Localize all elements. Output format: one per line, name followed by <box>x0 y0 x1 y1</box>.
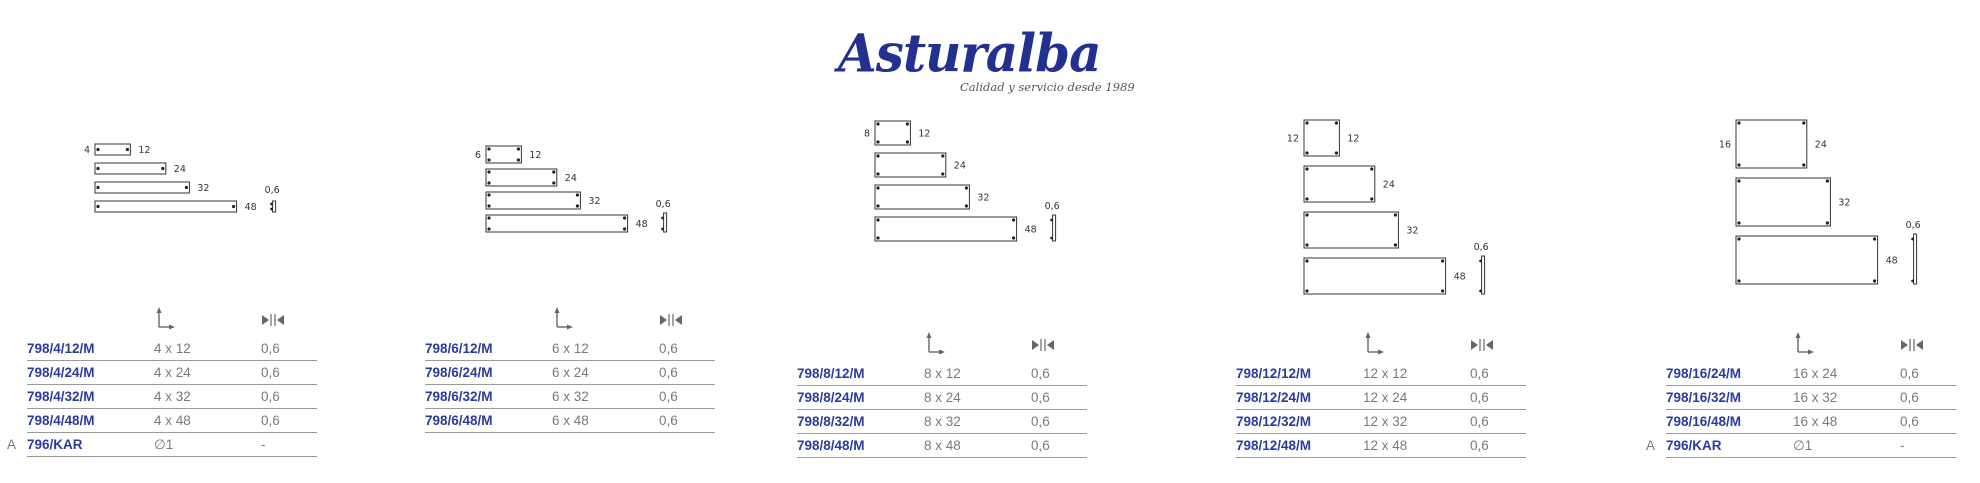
product-thickness: 0,6 <box>261 389 280 404</box>
table-header <box>425 305 715 337</box>
product-code[interactable]: 796/KAR <box>1666 438 1722 453</box>
product-thickness: 0,6 <box>1031 414 1050 429</box>
mounting-hole <box>576 193 579 196</box>
mounting-hole <box>487 204 490 207</box>
product-thickness: 0,6 <box>1031 438 1050 453</box>
mounting-hole <box>1335 151 1338 154</box>
product-thickness: - <box>261 437 266 452</box>
table-row <box>27 361 317 385</box>
plate-32 <box>486 192 580 209</box>
mounting-hole <box>552 181 555 184</box>
xy-axis-icon <box>151 305 177 331</box>
product-code[interactable]: 798/6/12/M <box>425 341 493 356</box>
table-row <box>1236 362 1526 386</box>
mounting-hole <box>876 122 879 125</box>
product-code[interactable]: 798/4/48/M <box>27 413 95 428</box>
plate-width-label: 32 <box>1406 225 1419 237</box>
mounting-hole <box>1012 236 1015 239</box>
mounting-hole <box>906 140 909 143</box>
plate-width-label: 32 <box>197 183 210 194</box>
brand-logo <box>838 22 1148 102</box>
mounting-hole <box>623 216 626 219</box>
mounting-hole <box>906 122 909 125</box>
product-code[interactable]: 798/8/12/M <box>797 366 865 381</box>
product-size: 12 x 32 <box>1363 414 1408 429</box>
mounting-hole <box>876 204 879 207</box>
thickness-label: 0,6 <box>1044 201 1060 212</box>
xy-axis-icon <box>1360 330 1386 356</box>
plate-24 <box>1304 166 1375 202</box>
product-size: 16 x 48 <box>1793 414 1838 429</box>
product-thickness: 0,6 <box>261 413 280 428</box>
mounting-hole <box>1305 289 1308 292</box>
plate-width-label: 24 <box>953 160 966 172</box>
table-row <box>425 337 715 361</box>
mounting-hole <box>1394 213 1397 216</box>
mounting-hole <box>1305 213 1308 216</box>
table-row <box>797 386 1087 410</box>
xy-axis-icon <box>921 330 947 356</box>
plate-48 <box>875 217 1017 241</box>
mounting-hole <box>1012 218 1015 221</box>
plate-height-label: 6 <box>474 150 481 161</box>
mounting-hole <box>487 181 490 184</box>
thickness-side-view <box>1482 256 1485 294</box>
plate-width-label: 24 <box>564 173 577 184</box>
mounting-hole <box>1335 121 1338 124</box>
mounting-hole <box>487 170 490 173</box>
mounting-hole <box>876 140 879 143</box>
product-size: 8 x 12 <box>924 366 961 381</box>
product-code[interactable]: 798/16/24/M <box>1666 366 1742 381</box>
product-size: 12 x 24 <box>1363 390 1408 405</box>
product-code[interactable]: 798/4/12/M <box>27 341 95 356</box>
mounting-hole <box>1737 163 1740 166</box>
table-row <box>27 385 317 409</box>
mounting-hole <box>1737 237 1740 240</box>
product-code[interactable]: 798/16/48/M <box>1666 414 1742 429</box>
product-size: 4 x 32 <box>154 389 191 404</box>
product-code[interactable]: 798/6/48/M <box>425 413 493 428</box>
plate-32 <box>1304 212 1398 248</box>
product-code[interactable]: 796/KAR <box>27 437 83 452</box>
product-thickness: 0,6 <box>261 341 280 356</box>
table-row <box>425 361 715 385</box>
brand-name: Asturalba <box>838 22 1101 84</box>
table-header <box>1666 330 1956 362</box>
mounting-hole <box>96 205 99 208</box>
mounting-hole <box>1826 179 1829 182</box>
table-header <box>1236 330 1526 362</box>
plate-24 <box>875 153 946 177</box>
product-code[interactable]: 798/6/24/M <box>425 365 493 380</box>
mounting-hole <box>876 186 879 189</box>
product-size: 12 x 48 <box>1363 438 1408 453</box>
product-thickness: 0,6 <box>1900 414 1919 429</box>
mounting-hole <box>941 172 944 175</box>
plate-48 <box>486 215 628 232</box>
product-thickness: 0,6 <box>659 389 678 404</box>
mounting-hole <box>1305 151 1308 154</box>
table-row <box>797 410 1087 434</box>
xy-axis-icon <box>1790 330 1816 356</box>
thickness-label: 0,6 <box>655 199 671 210</box>
plate-12 <box>95 144 130 155</box>
product-code[interactable]: 798/8/24/M <box>797 390 865 405</box>
mounting-hole <box>1873 237 1876 240</box>
plate-width-label: 32 <box>977 192 990 204</box>
mounting-hole <box>487 158 490 161</box>
mounting-hole <box>876 172 879 175</box>
plate-width-label: 48 <box>244 202 257 213</box>
mounting-hole <box>876 218 879 221</box>
plate-width-label: 48 <box>635 219 648 230</box>
mounting-hole <box>623 227 626 230</box>
thickness-icon <box>1900 338 1924 352</box>
product-code[interactable]: 798/12/12/M <box>1236 366 1312 381</box>
product-table-group-16 <box>1646 330 1956 458</box>
xy-axis-icon <box>549 305 575 331</box>
table-row <box>1666 410 1956 434</box>
product-code[interactable]: 798/12/48/M <box>1236 438 1312 453</box>
plate-height-label: 8 <box>863 128 870 140</box>
plate-32 <box>95 182 189 193</box>
mounting-hole <box>1737 221 1740 224</box>
product-thickness: 0,6 <box>1470 414 1489 429</box>
mounting-hole <box>965 186 968 189</box>
plate-48 <box>1736 236 1878 284</box>
thickness-side-view <box>1914 234 1917 284</box>
plate-width-label: 32 <box>1838 197 1851 209</box>
mounting-hole <box>1305 197 1308 200</box>
mounting-hole <box>1441 289 1444 292</box>
product-thickness: 0,6 <box>261 365 280 380</box>
product-thickness: 0,6 <box>1470 390 1489 405</box>
product-size: 4 x 48 <box>154 413 191 428</box>
plate-48 <box>95 201 237 212</box>
mounting-hole <box>1305 167 1308 170</box>
product-size: 6 x 24 <box>552 365 589 380</box>
mounting-hole <box>876 154 879 157</box>
mounting-hole <box>96 186 99 189</box>
plate-24 <box>95 163 166 174</box>
mounting-hole <box>965 204 968 207</box>
product-thickness: 0,6 <box>1031 390 1050 405</box>
mounting-hole <box>576 204 579 207</box>
thickness-icon <box>659 313 683 327</box>
mounting-hole <box>96 148 99 151</box>
mounting-hole <box>1370 167 1373 170</box>
thickness-icon <box>261 313 285 327</box>
table-row <box>1236 410 1526 434</box>
table-row <box>797 362 1087 386</box>
plate-height-label: 4 <box>83 145 90 156</box>
plate-12 <box>486 146 521 163</box>
mounting-hole <box>487 193 490 196</box>
plate-width-label: 48 <box>1024 224 1037 236</box>
thickness-label: 0,6 <box>1473 242 1489 253</box>
product-size: 6 x 12 <box>552 341 589 356</box>
mounting-hole <box>1873 279 1876 282</box>
plate-diagram-group-4 <box>75 140 295 230</box>
plate-diagram-group-8 <box>855 117 1085 247</box>
plate-24 <box>486 169 557 186</box>
product-code[interactable]: 798/16/32/M <box>1666 390 1742 405</box>
plate-width-label: 24 <box>173 164 186 175</box>
plate-24 <box>1736 120 1807 168</box>
mounting-hole <box>517 158 520 161</box>
thickness-side-view <box>1053 215 1056 241</box>
product-thickness: - <box>1900 438 1905 453</box>
plate-height-label: 12 <box>1286 133 1299 145</box>
product-thickness: 0,6 <box>1031 366 1050 381</box>
mounting-hole <box>232 205 235 208</box>
plate-48 <box>1304 258 1446 294</box>
plate-width-label: 48 <box>1885 255 1898 267</box>
product-size: 16 x 24 <box>1793 366 1838 381</box>
table-row <box>1666 362 1956 386</box>
plate-width-label: 12 <box>1347 133 1360 145</box>
mounting-hole <box>1737 179 1740 182</box>
product-size: 8 x 24 <box>924 390 961 405</box>
brand-tagline: Calidad y servicio desde 1989 <box>960 80 1135 94</box>
mounting-hole <box>96 167 99 170</box>
mounting-hole <box>126 148 129 151</box>
plate-diagram-group-12 <box>1284 116 1514 306</box>
table-row <box>425 385 715 409</box>
mounting-hole <box>487 227 490 230</box>
mounting-hole <box>1441 259 1444 262</box>
product-code[interactable]: 798/12/32/M <box>1236 414 1312 429</box>
product-code[interactable]: 798/4/24/M <box>27 365 95 380</box>
product-code[interactable]: 798/4/32/M <box>27 389 95 404</box>
product-thickness: 0,6 <box>659 341 678 356</box>
product-thickness: 0,6 <box>1470 438 1489 453</box>
mounting-hole <box>1737 121 1740 124</box>
table-row <box>425 409 715 433</box>
plate-width-label: 12 <box>529 150 542 161</box>
plate-32 <box>875 185 969 209</box>
row-prefix: A <box>1646 438 1656 453</box>
product-size: 4 x 12 <box>154 341 191 356</box>
product-thickness: 0,6 <box>659 365 678 380</box>
product-thickness: 0,6 <box>1900 390 1919 405</box>
product-table-group-12 <box>1236 330 1526 458</box>
product-size: 6 x 48 <box>552 413 589 428</box>
product-size: 16 x 32 <box>1793 390 1838 405</box>
product-table-group-6 <box>425 305 715 433</box>
mounting-hole <box>1305 121 1308 124</box>
mounting-hole <box>1305 243 1308 246</box>
row-prefix: A <box>7 437 17 452</box>
plate-width-label: 12 <box>918 128 931 140</box>
product-table-group-8 <box>797 330 1087 458</box>
thickness-label: 0,6 <box>1905 220 1921 231</box>
table-header <box>27 305 317 337</box>
plate-12 <box>1304 120 1339 156</box>
product-size: ∅1 <box>154 437 174 452</box>
product-thickness: 0,6 <box>1470 366 1489 381</box>
plate-width-label: 32 <box>588 196 601 207</box>
mounting-hole <box>1305 259 1308 262</box>
mounting-hole <box>1826 221 1829 224</box>
plate-32 <box>1736 178 1830 226</box>
thickness-icon <box>1470 338 1494 352</box>
product-code[interactable]: 798/12/24/M <box>1236 390 1312 405</box>
table-row <box>1236 386 1526 410</box>
mounting-hole <box>1802 121 1805 124</box>
mounting-hole <box>1394 243 1397 246</box>
product-code[interactable]: 798/8/48/M <box>797 438 865 453</box>
table-row <box>7 433 317 457</box>
table-row <box>27 337 317 361</box>
plate-12 <box>875 121 910 145</box>
product-size: ∅1 <box>1793 438 1813 453</box>
mounting-hole <box>185 186 188 189</box>
mounting-hole <box>1802 163 1805 166</box>
mounting-hole <box>1737 279 1740 282</box>
product-size: 6 x 32 <box>552 389 589 404</box>
thickness-label: 0,6 <box>264 185 280 196</box>
mounting-hole <box>161 167 164 170</box>
plate-width-label: 24 <box>1814 139 1827 151</box>
product-thickness: 0,6 <box>1900 366 1919 381</box>
thickness-side-view <box>664 213 667 232</box>
table-row <box>1646 434 1956 458</box>
product-code[interactable]: 798/8/32/M <box>797 414 865 429</box>
plate-width-label: 48 <box>1453 271 1466 283</box>
product-size: 4 x 24 <box>154 365 191 380</box>
table-row <box>1666 386 1956 410</box>
product-size: 8 x 32 <box>924 414 961 429</box>
thickness-icon <box>1031 338 1055 352</box>
mounting-hole <box>876 236 879 239</box>
thickness-side-view <box>273 201 276 212</box>
mounting-hole <box>552 170 555 173</box>
table-row <box>27 409 317 433</box>
table-row <box>1236 434 1526 458</box>
plate-width-label: 24 <box>1382 179 1395 191</box>
plate-diagram-group-16 <box>1716 116 1946 296</box>
product-code[interactable]: 798/6/32/M <box>425 389 493 404</box>
mounting-hole <box>487 147 490 150</box>
plate-diagram-group-6 <box>466 142 696 247</box>
product-thickness: 0,6 <box>659 413 678 428</box>
table-row <box>797 434 1087 458</box>
mounting-hole <box>487 216 490 219</box>
product-size: 8 x 48 <box>924 438 961 453</box>
product-size: 12 x 12 <box>1363 366 1408 381</box>
table-header <box>797 330 1087 362</box>
plate-height-label: 16 <box>1718 139 1731 151</box>
plate-width-label: 12 <box>138 145 151 156</box>
mounting-hole <box>1370 197 1373 200</box>
mounting-hole <box>941 154 944 157</box>
product-table-group-4 <box>7 305 317 457</box>
mounting-hole <box>517 147 520 150</box>
